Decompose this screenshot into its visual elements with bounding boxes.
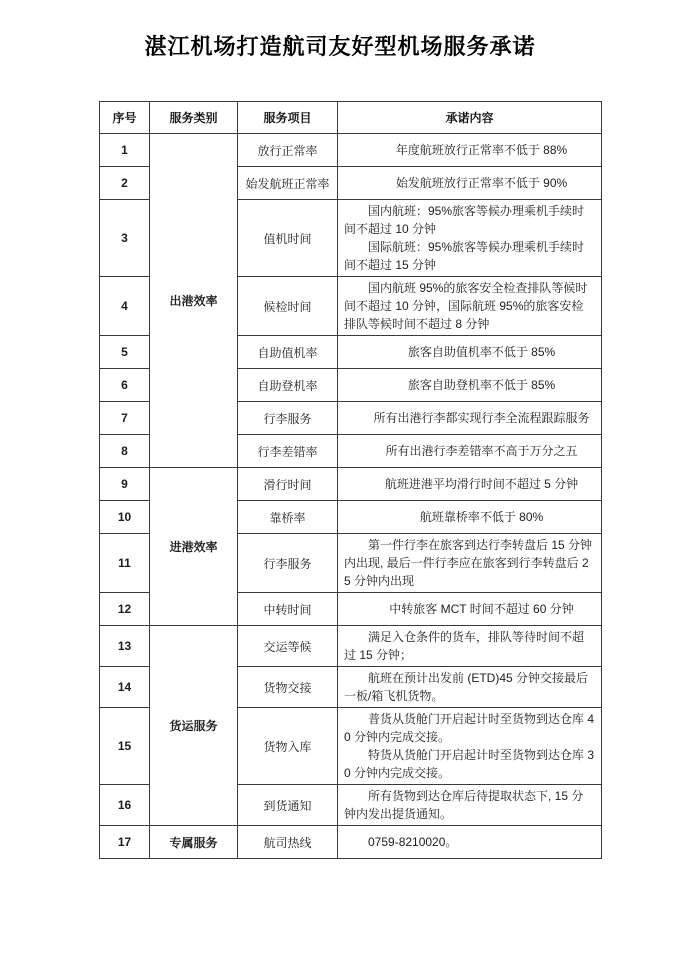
commitment-paragraph: 0759-8210020。: [368, 835, 458, 849]
cell-commitment-content: [338, 534, 602, 593]
cell-row-number: 9: [100, 468, 150, 501]
table-header: [100, 102, 602, 134]
commitment-paragraph: 满足入仓条件的货车，排队等待时间不超过 15 分钟；: [344, 630, 585, 662]
cell-service-item: 行李服务: [238, 534, 338, 593]
commitment-paragraph: 年度航班放行正常率不低于 88%: [395, 143, 568, 157]
cell-commitment-content: [338, 200, 602, 277]
cell-commitment-content: [338, 369, 602, 402]
cell-row-number: 10: [100, 501, 150, 534]
cell-service-item: 中转时间: [238, 593, 338, 626]
header-content: 承诺内容: [338, 102, 602, 134]
cell-service-item: 货物交接: [238, 667, 338, 708]
header-category: 服务类别: [150, 102, 238, 134]
cell-commitment-content: [338, 708, 602, 785]
cell-row-number: 15: [100, 708, 150, 785]
cell-service-item: 自助登机率: [238, 369, 338, 402]
cell-service-item: 滑行时间: [238, 468, 338, 501]
cell-commitment-content: [338, 134, 602, 167]
commitment-paragraph: 所有货物到达仓库后待提取状态下, 15 分钟内发出提货通知。: [344, 789, 584, 821]
commitment-paragraph: 航班在预计出发前 (ETD)45 分钟交接最后一板/箱飞机货物。: [344, 671, 589, 703]
commitment-paragraph: 所有出港行李都实现行李全流程跟踪服务: [373, 411, 590, 425]
cell-service-item: 始发航班正常率: [238, 167, 338, 200]
cell-commitment-content: [338, 277, 602, 336]
cell-commitment-content: [338, 435, 602, 468]
cell-service-item: 到货通知: [238, 785, 338, 826]
cell-service-item: 靠桥率: [238, 501, 338, 534]
commitment-paragraph: 第一件行李在旅客到达行李转盘后 15 分钟内出现, 最后一件行李应在旅客到行李转盘后 25 分钟内出现: [344, 538, 593, 588]
table-row: [100, 826, 602, 859]
cell-service-category: 出港效率: [150, 134, 238, 468]
cell-service-category: 专属服务: [150, 826, 238, 859]
header-row: [100, 102, 602, 134]
cell-commitment-content: [338, 667, 602, 708]
cell-service-category: 货运服务: [150, 626, 238, 826]
cell-commitment-content: [338, 167, 602, 200]
cell-commitment-content: [338, 593, 602, 626]
cell-service-item: 货物入库: [238, 708, 338, 785]
cell-service-item: 候检时间: [238, 277, 338, 336]
commitment-paragraph: 航班靠桥率不低于 80%: [419, 510, 544, 524]
header-item: 服务项目: [238, 102, 338, 134]
cell-service-item: 自助值机率: [238, 336, 338, 369]
page-title: 湛江机场打造航司友好型机场服务承诺: [144, 34, 536, 59]
commitment-paragraph: 国内航班 95%的旅客安全检查排队等候时间不超过 10 分钟，国际航班 95%的旅客安检排队等候时间不超过 8 分钟: [344, 281, 588, 331]
cell-service-item: 值机时间: [238, 200, 338, 277]
commitment-paragraph: 旅客自助值机率不低于 85%: [407, 345, 556, 359]
cell-service-item: 放行正常率: [238, 134, 338, 167]
table-body: [100, 134, 602, 859]
cell-row-number: 11: [100, 534, 150, 593]
cell-row-number: 14: [100, 667, 150, 708]
cell-row-number: 12: [100, 593, 150, 626]
cell-row-number: 4: [100, 277, 150, 336]
cell-row-number: 2: [100, 167, 150, 200]
cell-commitment-content: [338, 501, 602, 534]
cell-commitment-content: [338, 626, 602, 667]
cell-row-number: 7: [100, 402, 150, 435]
cell-row-number: 16: [100, 785, 150, 826]
cell-commitment-content: [338, 785, 602, 826]
service-commitment-table: [99, 101, 602, 859]
cell-commitment-content: [338, 402, 602, 435]
cell-row-number: 1: [100, 134, 150, 167]
cell-service-item: 交运等候: [238, 626, 338, 667]
commitment-paragraph: 旅客自助登机率不低于 85%: [407, 378, 556, 392]
commitment-paragraph: 始发航班放行正常率不低于 90%: [395, 176, 568, 190]
cell-row-number: 13: [100, 626, 150, 667]
table-row: [100, 626, 602, 667]
cell-row-number: 6: [100, 369, 150, 402]
commitment-paragraph: 中转旅客 MCT 时间不超过 60 分钟: [389, 602, 574, 616]
commitment-paragraph: 国际航班：95%旅客等候办理乘机手续时间不超过 15 分钟: [344, 240, 585, 272]
cell-service-item: 航司热线: [238, 826, 338, 859]
cell-commitment-content: [338, 336, 602, 369]
cell-row-number: 5: [100, 336, 150, 369]
commitment-paragraph: 普货从货舱门开启起计时至货物到达仓库 40 分钟内完成交接。: [344, 712, 595, 744]
cell-row-number: 8: [100, 435, 150, 468]
commitment-paragraph: 航班进港平均滑行时间不超过 5 分钟: [384, 477, 579, 491]
cell-row-number: 17: [100, 826, 150, 859]
commitment-paragraph: 所有出港行李差错率不高于万分之五: [385, 444, 578, 458]
cell-row-number: 3: [100, 200, 150, 277]
cell-commitment-content: [338, 468, 602, 501]
table-row: [100, 134, 602, 167]
table-row: [100, 468, 602, 501]
commitment-paragraph: 国内航班：95%旅客等候办理乘机手续时间不超过 10 分钟: [344, 204, 585, 236]
cell-service-item: 行李差错率: [238, 435, 338, 468]
commitment-paragraph: 特货从货舱门开启起计时至货物到达仓库 30 分钟内完成交接。: [344, 748, 595, 780]
cell-service-item: 行李服务: [238, 402, 338, 435]
header-no: 序号: [100, 102, 150, 134]
cell-commitment-content: [338, 826, 602, 859]
cell-service-category: 进港效率: [150, 468, 238, 626]
